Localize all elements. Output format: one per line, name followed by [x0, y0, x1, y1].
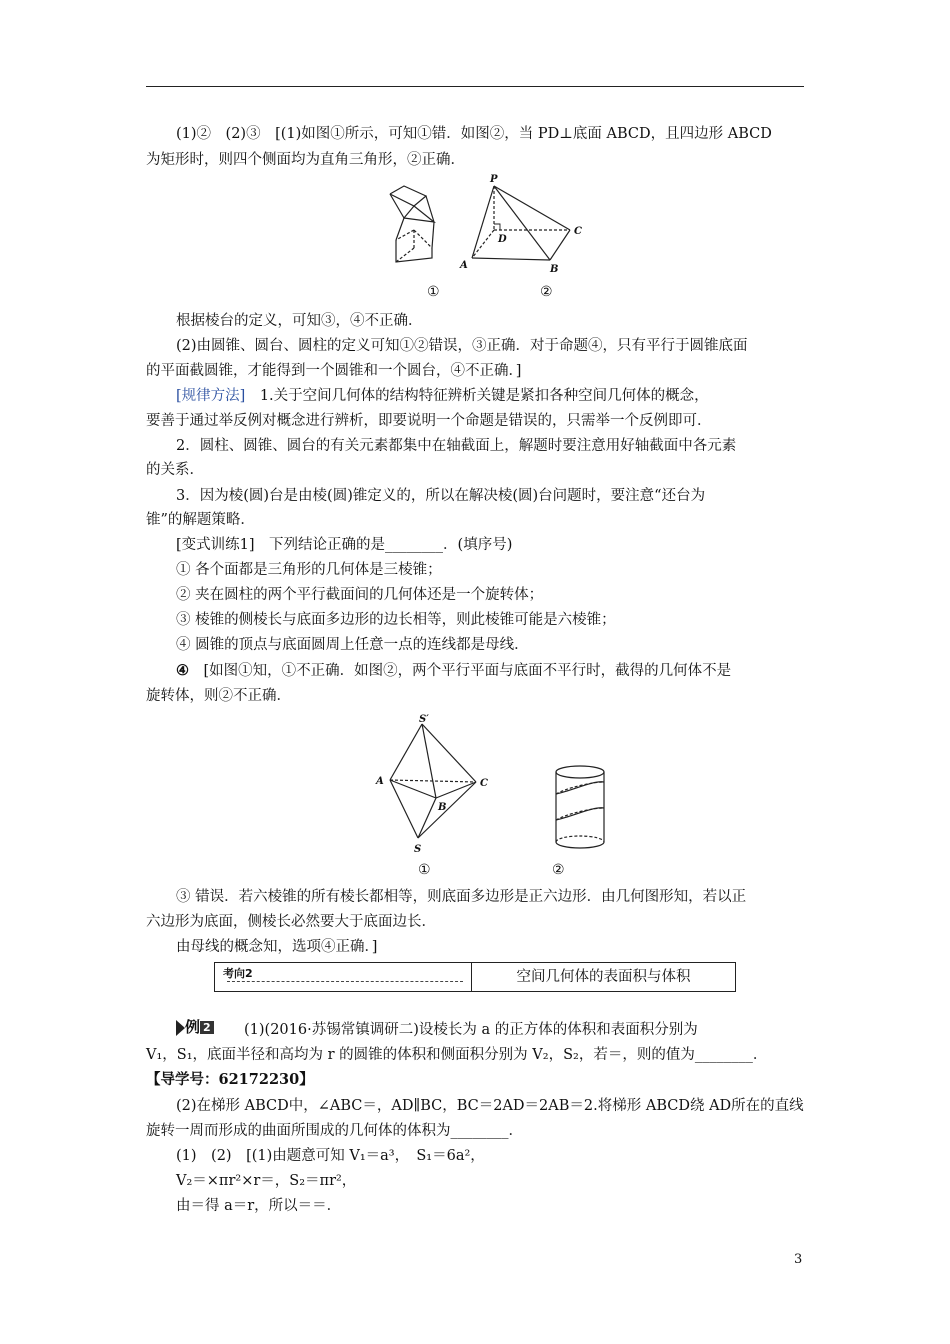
example-line-1: (1)(2016·苏锡常镇调研二)设棱长为 a 的正方体的体积和表面积分别为: [244, 1022, 698, 1038]
double-pyramid-figure: [372, 712, 498, 860]
page-number: 3: [794, 1252, 803, 1267]
guide-number: 【导学号：62172230】: [146, 1071, 314, 1088]
label-s-prime: S′: [419, 714, 429, 725]
text-line-19: ③ 错误．若六棱锥的所有棱长都相等，则底面多边形是正六边形．由几何图形知，若以正: [176, 889, 747, 905]
exercise-option-1: ① 各个面都是三角形的几何体是三棱锥；: [176, 562, 442, 578]
section-header-table: [214, 962, 736, 992]
solution-line-2: V₂＝×πr²×r＝，S₂＝πr²，: [176, 1173, 357, 1189]
label-s: S: [414, 844, 422, 855]
exercise-title: [变式训练1] 下列结论正确的是________．(填序号): [176, 537, 513, 553]
label-d: D: [498, 234, 507, 245]
example-line-4: 旋转一周而形成的曲面所围成的几何体的体积为________．: [146, 1123, 523, 1139]
section-tag-dash: [227, 981, 463, 982]
solution-line-1: (1) (2) [(1)由题意可知 V₁＝a³， S₁＝6a²，: [176, 1148, 485, 1164]
exercise-option-4: ④ 圆锥的顶点与底面圆周上任意一点的连线都是母线．: [176, 637, 529, 653]
section-tag: 考向2: [223, 967, 253, 980]
figure-1-caption-a: ①: [427, 284, 440, 300]
method-line-6: 锥”的解题策略．: [146, 512, 255, 528]
method-tag: [规律方法]: [176, 388, 246, 404]
cylinder-figure: [548, 760, 618, 856]
exercise-answer-text: [如图①知，①不正确．如图②，两个平行平面与底面不平行时，截得的几何体不是: [189, 663, 732, 679]
method-line-3: 2．圆柱、圆锥、圆台的有关元素都集中在轴截面上，解题时要注意用好轴截面中各元素: [176, 438, 737, 454]
header-rule: [146, 86, 804, 87]
text-line-3: 根据棱台的定义，可知③，④不正确．: [176, 313, 423, 329]
pyramid-pabcd-figure: [456, 172, 590, 276]
label-a: A: [460, 260, 468, 271]
text-line-21: 由母线的概念知，选项④正确．]: [176, 939, 378, 955]
label-c: C: [574, 226, 582, 237]
method-line-2: 要善于通过举反例对概念进行辨析，即要说明一个命题是错误的，只需举一个反例即可．: [146, 413, 712, 429]
example-word: 例: [185, 1018, 201, 1036]
text-line-20: 六边形为底面，侧棱长必然要大于底面边长．: [146, 914, 436, 930]
example-line-2: V₁，S₁，底面半径和高均为 r 的圆锥的体积和侧面积分别为 V₂，S₂，若＝，则的值为________．: [146, 1047, 768, 1063]
section-tag-cell: [215, 963, 472, 991]
text-line-4: (2)由圆锥、圆台、圆柱的定义可知①②错误，③正确．对于命题④，只有平行于圆锥底面: [176, 338, 748, 354]
example-label: [176, 1016, 214, 1037]
label-b2: B: [438, 802, 447, 813]
figure-2-caption-a: ①: [418, 862, 431, 878]
solution-line-3: 由＝得 a＝r，所以＝＝．: [176, 1198, 342, 1214]
exercise-option-2: ② 夹在圆柱的两个平行截面间的几何体还是一个旋转体；: [176, 587, 544, 603]
figure-1-caption-b: ②: [540, 284, 553, 300]
method-line-5: 3．因为棱(圆)台是由棱(圆)锥定义的，所以在解决棱(圆)台问题时，要注意“还台为: [176, 488, 706, 504]
method-line-1: [176, 386, 709, 406]
exercise-option-3: ③ 棱锥的侧棱长与底面多边形的边长相等，则此棱锥可能是六棱锥；: [176, 612, 616, 628]
triangle-icon: [176, 1020, 185, 1036]
method-text: 1.关于空间几何体的结构特征辨析关键是紧扣各种空间几何体的概念，: [245, 388, 709, 404]
label-c2: C: [480, 778, 488, 789]
example-number: 2: [200, 1021, 214, 1034]
exercise-answer: ④: [176, 662, 189, 679]
exercise-answer-line-2: 旋转体，则②不正确．: [146, 688, 291, 704]
example-line-3: (2)在梯形 ABCD中，∠ABC＝，AD∥BC，BC＝2AD＝2AB＝2.将梯形 ABCD绕 AD所在的直线: [176, 1098, 804, 1114]
label-p: P: [490, 174, 498, 185]
label-b: B: [550, 264, 559, 275]
exercise-answer-line-1: [176, 661, 731, 681]
twisted-prism-figure: [384, 182, 450, 266]
method-line-4: 的关系．: [146, 462, 204, 478]
text-line-5: 的平面截圆锥，才能得到一个圆锥和一个圆台，④不正确．]: [146, 363, 522, 379]
section-title: 空间几何体的表面积与体积: [516, 969, 691, 985]
label-a2: A: [376, 776, 384, 787]
figure-2-caption-b: ②: [552, 862, 565, 878]
answer-line-2: 为矩形时，则四个侧面均为直角三角形，②正确．: [146, 152, 465, 168]
answer-line-1: (1)② (2)③ [(1)如图①所示，可知①错．如图②，当 PD⊥底面 ABCD，且四边形 ABCD: [176, 126, 772, 142]
